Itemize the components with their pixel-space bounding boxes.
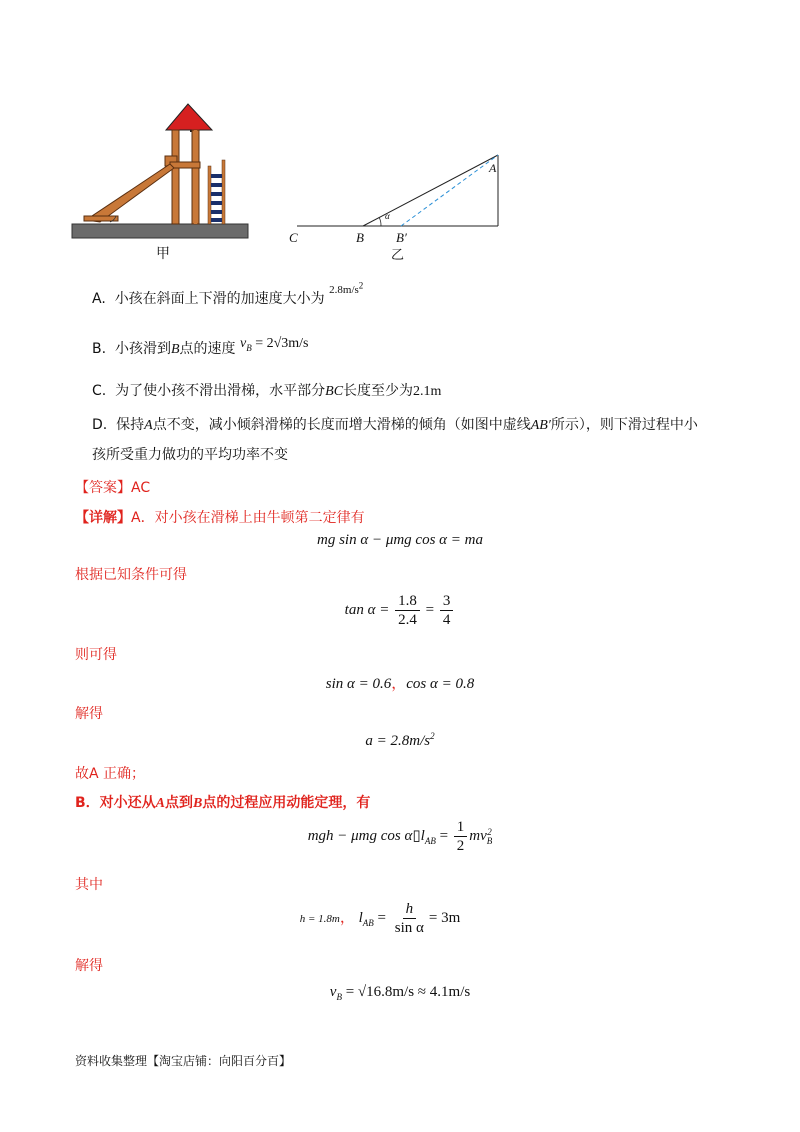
option-a-exp: 2 — [358, 280, 364, 291]
detail-intro — [75, 507, 365, 527]
point-a-label: A — [489, 161, 497, 175]
option-a-value: 2.8m/s — [329, 284, 359, 296]
equation-6-den: sin α — [394, 920, 424, 936]
equation-1: mg sin α − μmg cos α = ma — [316, 532, 484, 548]
option-d — [92, 414, 732, 434]
equation-2-num1: 1.8 — [395, 592, 420, 611]
equation-3b: cos α = 0.8 — [406, 676, 475, 692]
option-b-var: v — [239, 336, 247, 351]
option-d-text1: 保持 — [116, 417, 145, 433]
step-3: 解得 — [75, 706, 103, 722]
figure-jia-label: 甲 — [156, 246, 170, 262]
answer-label: 【答案】 — [75, 480, 131, 496]
option-b-point: B — [170, 342, 180, 357]
equation-2-den2: 4 — [442, 612, 451, 628]
equation-6: h = 1.8m， $l_{AB}$ = $\frac{h}{\text{sin α}}$ = 3m — [299, 901, 461, 936]
option-d-prefix: D. — [92, 417, 108, 433]
option-d-text3: 所示），则下滑过程中小 — [550, 417, 698, 433]
equation-6-num: h — [403, 900, 417, 919]
option-b — [92, 338, 309, 359]
answer-line — [75, 477, 150, 497]
equation-4-body: a = 2.8m/s — [365, 733, 431, 749]
option-c-text2: 长度至少为 — [343, 383, 414, 399]
option-d-seg: AB′ — [530, 418, 551, 433]
equation-2-num2: 3 — [440, 592, 454, 611]
equation-5-rhs: mv — [469, 827, 487, 844]
b-intro-3: 点的过程应用动能定理，有 — [202, 795, 371, 811]
option-c — [92, 380, 441, 400]
equation-5-lhs: mgh − μmg cos α — [307, 827, 413, 844]
equation-7-rhs: = √16.8m/s ≈ 4.1m/s — [345, 984, 471, 1000]
option-d-point: A — [144, 418, 153, 433]
slide-figure-jia — [70, 100, 250, 265]
point-b-label: B — [356, 230, 364, 245]
detail-intro-text: A．对小孩在滑梯上由牛顿第二定律有 — [131, 510, 365, 526]
equation-3a: sin α = 0.6 — [325, 676, 392, 692]
point-c-label: C — [289, 230, 298, 245]
footer-text: 资料收集整理【淘宝店铺：向阳百分百】 — [75, 1054, 292, 1068]
equation-6-sep: ， — [339, 909, 355, 926]
option-c-prefix: C. — [92, 383, 107, 399]
option-a-text: 小孩在斜面上下滑的加速度大小为 — [114, 291, 325, 307]
option-c-seg: BC — [325, 384, 344, 399]
equation-2: tan α = $\frac{1.8}{2.4}$ = $\frac{3}{4}$ — [0, 592, 800, 629]
equation-3-sep: ， — [391, 676, 407, 692]
equation-2-den1: 2.4 — [398, 612, 417, 628]
step-4: 其中 — [75, 877, 103, 893]
option-b-text1: 小孩滑到 — [114, 341, 171, 357]
conclusion-a: 故A 正确； — [75, 766, 146, 782]
equation-5-l: l — [420, 827, 425, 844]
step-5: 解得 — [75, 958, 103, 974]
option-c-value: 2.1m — [413, 384, 442, 399]
equation-7 — [0, 984, 800, 1002]
b-intro-a: A — [155, 796, 166, 811]
equation-5: mgh − μmg $\cos \alpha▯l_{AB}$ = $\frac{1}{2}$ mv 2 B — [307, 819, 493, 854]
point-b-prime-label: B′ — [396, 230, 407, 245]
option-b-prefix: B. — [92, 341, 107, 357]
equation-7-sub: B — [336, 992, 342, 1002]
equation-5-lsub: AB — [424, 835, 436, 846]
option-c-text1: 为了使小孩不滑出滑梯，水平部分 — [115, 383, 326, 399]
equation-6-rhs: = 3m — [428, 909, 461, 926]
figure-yi-label: 乙 — [391, 248, 405, 263]
answer-value: AC — [131, 480, 151, 496]
option-a-prefix: A. — [92, 291, 106, 307]
step-2: 则可得 — [75, 647, 117, 663]
angle-label: α — [385, 211, 390, 221]
equation-6a: h = 1.8m — [299, 912, 340, 925]
equation-5-num: 1 — [454, 818, 468, 837]
equation-3 — [0, 672, 800, 693]
geometry-figure-yi — [285, 150, 510, 265]
equation-6-lsub: AB — [362, 917, 374, 928]
b-intro-1: B．对小还从 — [75, 795, 156, 811]
equation-4 — [0, 731, 800, 750]
b-intro-b: B — [193, 796, 203, 811]
b-intro — [75, 792, 370, 812]
b-intro-2: 点到 — [165, 795, 194, 811]
equation-5-den: 2 — [456, 838, 465, 854]
equation-6-l: l — [358, 909, 363, 926]
option-d-line2: 孩所受重力做功的平均功率不变 — [92, 447, 288, 463]
equation-4-exp: 2 — [430, 731, 435, 741]
option-d-text2: 点不变，减小倾斜滑梯的长度而增大滑梯的倾角（如图中虚线 — [152, 417, 531, 433]
step-1: 根据已知条件可得 — [75, 567, 187, 583]
detail-label: 【详解】 — [75, 510, 131, 526]
equation-7-v: v — [329, 984, 337, 1000]
option-a — [92, 280, 364, 308]
equation-5-rsub: B — [486, 835, 493, 846]
equation-2-lhs: tan α = — [344, 601, 390, 618]
option-b-eq: = 2√3m/s — [255, 336, 309, 351]
option-b-text2: 点的速度 — [179, 341, 236, 357]
option-b-sub: B — [246, 342, 252, 353]
equation-5-rsup: 2 — [487, 826, 492, 837]
